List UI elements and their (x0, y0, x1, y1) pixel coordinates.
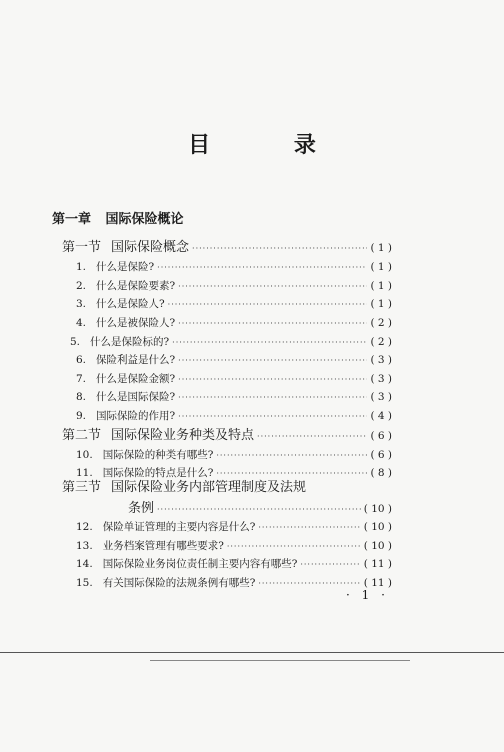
toc-section (62, 236, 392, 255)
toc-entry-number: 第一节 (62, 240, 102, 255)
page-title: 目 录 (188, 132, 354, 158)
toc-entry-text: 什么是保险标的? (90, 336, 170, 348)
toc-entry-text: 国际保险业务内部管理制度及法规 (111, 480, 307, 495)
leader-dots (257, 433, 367, 441)
toc-entry-number: 8. (76, 391, 87, 403)
toc-page-ref: ( 8 ) (370, 467, 392, 479)
toc-entry-text: 保险单证管理的主要内容是什么? (102, 521, 256, 533)
toc-entry (76, 371, 392, 386)
toc-entry-text: 什么是保险? (96, 261, 155, 273)
toc-entry-text: 什么是保险金额? (96, 373, 176, 385)
toc-entry-text: 什么是被保险人? (96, 317, 176, 329)
toc-section (62, 476, 309, 495)
toc-entry-text: 什么是国际保险? (96, 391, 176, 403)
toc-page-ref: ( 6 ) (370, 430, 392, 442)
leader-dots (216, 452, 367, 460)
toc-page-ref: ( 11 ) (363, 558, 392, 570)
chapter-heading (52, 208, 184, 227)
leader-dots (157, 264, 367, 272)
toc-entry-text: 国际保险业务种类及特点 (111, 428, 255, 443)
toc-page-ref: ( 2 ) (370, 336, 392, 348)
toc-entry-number: 4. (76, 317, 87, 329)
toc-entry (76, 447, 392, 462)
bottom-rule-short (150, 660, 410, 661)
toc-entry (76, 538, 392, 553)
leader-dots (258, 524, 360, 532)
toc-entry-number: 7. (76, 373, 87, 385)
toc-entry-text: 什么是保险人? (96, 298, 165, 310)
toc-page-ref: ( 3 ) (370, 391, 392, 403)
toc-entry (76, 296, 392, 311)
toc-page-ref: ( 3 ) (370, 354, 392, 366)
toc-entry-label (76, 575, 258, 590)
leader-dots (300, 561, 360, 569)
leader-dots (178, 413, 367, 421)
toc-page-ref: ( 1 ) (370, 280, 392, 292)
toc-page-ref: ( 4 ) (370, 410, 392, 422)
toc-entry-text: 业务档案管理有哪些要求? (102, 540, 224, 552)
toc-entry-text: 什么是保险要素? (96, 280, 176, 292)
leader-dots (172, 339, 367, 347)
toc-entry-number: 3. (76, 298, 87, 310)
toc-entry-number: 15. (76, 577, 93, 589)
toc-entry (76, 556, 392, 571)
toc-entry-label (76, 278, 178, 293)
toc-entry-number: 6. (76, 354, 87, 366)
page-number: · 1 · (346, 588, 389, 602)
toc-entry-text: 有关国际保险的法规条例有哪些? (102, 577, 256, 589)
toc-entry (76, 408, 392, 423)
toc-entry-number: 12. (76, 521, 93, 533)
leader-dots (178, 376, 367, 384)
toc-section (62, 424, 392, 443)
leader-dots (157, 506, 361, 514)
toc-page-ref: ( 6 ) (370, 449, 392, 461)
toc-entry-label (76, 352, 178, 367)
toc-entry (76, 389, 392, 404)
toc-entry-number: 11. (76, 467, 93, 479)
toc-entry-label (76, 519, 258, 534)
leader-dots (227, 543, 361, 551)
toc-entry-number: 14. (76, 558, 93, 570)
toc-entry-number: 9. (76, 410, 87, 422)
toc-entry-label (76, 447, 216, 462)
leader-dots (178, 394, 367, 402)
toc-page-ref: ( 10 ) (363, 503, 392, 515)
toc-page-ref: ( 3 ) (370, 373, 392, 385)
toc-entry-label (128, 497, 157, 516)
toc-entry (76, 575, 392, 590)
toc-page-ref: ( 1 ) (370, 298, 392, 310)
toc-entry-label (76, 315, 178, 330)
toc-entry-label (62, 476, 309, 495)
toc-section (128, 497, 392, 516)
toc-entry-text: 国际保险的特点是什么? (102, 467, 214, 479)
leader-dots (178, 320, 367, 328)
toc-entry-number: 第二节 (62, 428, 102, 443)
toc-entry-label (76, 259, 157, 274)
toc-entry-text: 保险利益是什么? (96, 354, 176, 366)
toc-entry-number: 1. (76, 261, 87, 273)
toc-entry-label (76, 408, 178, 423)
bottom-rule (0, 652, 504, 653)
toc-page-ref: ( 1 ) (370, 242, 392, 254)
leader-dots (192, 245, 367, 253)
chapter-number: 第一章 (52, 212, 92, 227)
toc-page-ref: ( 2 ) (370, 317, 392, 329)
toc-entry (70, 334, 392, 349)
toc-entry-text: 条例 (128, 501, 155, 516)
toc-entry-label (76, 296, 168, 311)
toc-entry-label (76, 371, 178, 386)
toc-entry (76, 352, 392, 367)
toc-page-ref: ( 10 ) (363, 521, 392, 533)
toc-entry-number: 2. (76, 280, 87, 292)
leader-dots (168, 301, 368, 309)
toc-entry-label (62, 236, 192, 255)
toc-entry (76, 278, 392, 293)
toc-entry-text: 国际保险的种类有哪些? (102, 449, 214, 461)
toc-entry-number: 第三节 (62, 480, 102, 495)
toc-entry-number: 5. (70, 336, 81, 348)
toc-entry-label (70, 334, 172, 349)
leader-dots (178, 357, 367, 365)
chapter-title: 国际保险概论 (105, 212, 184, 227)
toc-page-ref: ( 10 ) (363, 540, 392, 552)
toc-page-ref: ( 1 ) (370, 261, 392, 273)
toc-entry-label (76, 538, 227, 553)
leader-dots (178, 283, 367, 291)
toc-entry (76, 315, 392, 330)
toc-entry-label (62, 424, 257, 443)
toc-page-ref: ( 11 ) (363, 577, 392, 589)
toc-entry-text: 国际保险概念 (111, 240, 190, 255)
leader-dots (258, 580, 360, 588)
toc-entry-text: 国际保险的作用? (96, 410, 176, 422)
toc-entry-number: 10. (76, 449, 93, 461)
toc-entry-label (76, 389, 178, 404)
toc-entry (76, 519, 392, 534)
toc-entry-text: 国际保险业务岗位责任制主要内容有哪些? (102, 558, 298, 570)
toc-entry-label (76, 556, 300, 571)
toc-entry-number: 13. (76, 540, 93, 552)
toc-entry (76, 259, 392, 274)
